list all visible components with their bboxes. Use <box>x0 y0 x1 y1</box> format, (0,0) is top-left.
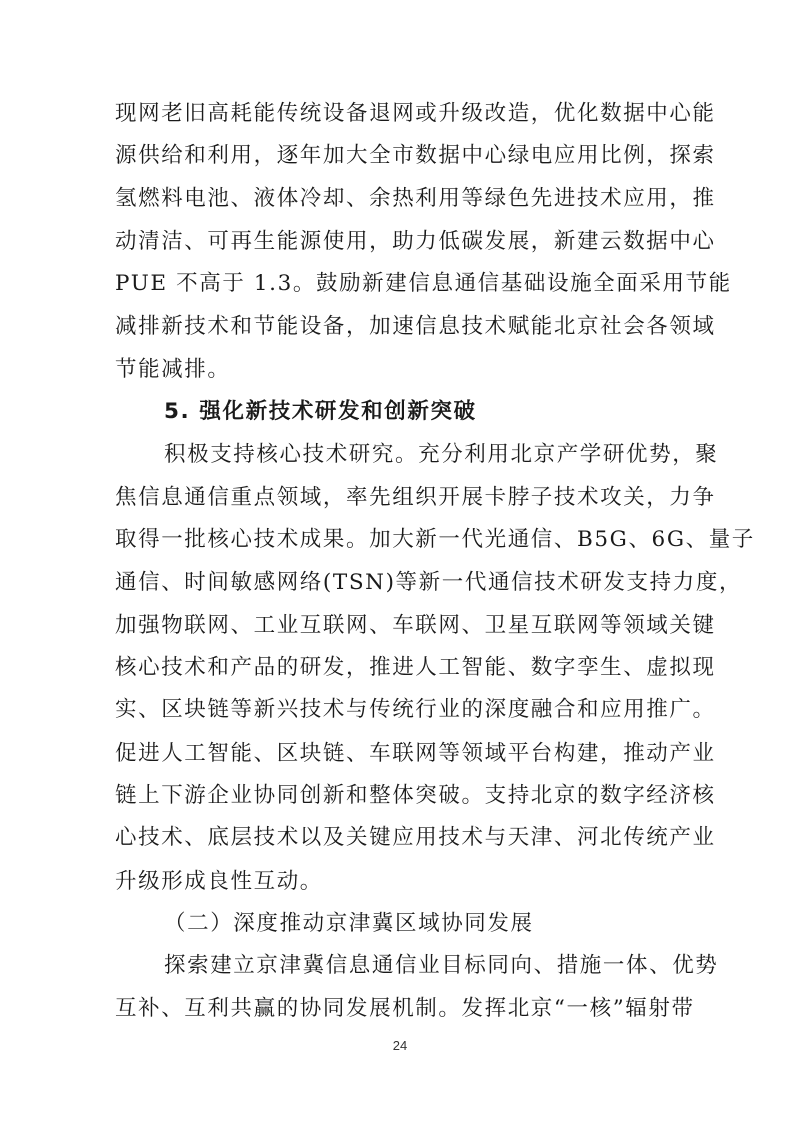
body-text-line: 核心技术和产品的研发，推进人工智能、数字孪生、虚拟现 <box>115 655 716 680</box>
body-text-line: 焦信息通信重点领域，率先组织开展卡脖子技术攻关，力争 <box>115 485 716 510</box>
body-text-line: PUE 不高于 1.3。鼓励新建信息通信基础设施全面采用节能 <box>115 271 732 296</box>
subsection-heading: （二）深度推动京津冀区域协同发展 <box>164 911 534 936</box>
section-heading: 5. 强化新技术研发和创新突破 <box>164 399 477 424</box>
body-text-line: 源供给和利用，逐年加大全市数据中心绿电应用比例，探索 <box>115 143 716 168</box>
body-text-line: 取得一批核心技术成果。加大新一代光通信、B5G、6G、量子 <box>115 527 755 552</box>
body-text-line: 节能减排。 <box>115 357 231 382</box>
body-text-line: 减排新技术和节能设备，加速信息技术赋能北京社会各领域 <box>115 314 716 339</box>
body-text-line: 互补、互利共赢的协同发展机制。发挥北京“一核”辐射带 <box>115 996 695 1021</box>
body-text-line: 通信、时间敏感网络(TSN)等新一代通信技术研发支持力度， <box>115 570 743 595</box>
body-text-line: 心技术、底层技术以及关键应用技术与天津、河北传统产业 <box>115 825 716 850</box>
body-text-line: 氢燃料电池、液体冷却、余热利用等绿色先进技术应用，推 <box>115 186 716 211</box>
page-number: 24 <box>392 1038 408 1053</box>
body-text-line: 链上下游企业协同创新和整体突破。支持北京的数字经济核 <box>115 783 716 808</box>
body-text-line: 实、区块链等新兴技术与传统行业的深度融合和应用推广。 <box>115 697 716 722</box>
paragraph-first-line: 积极支持核心技术研究。充分利用北京产学研优势，聚 <box>164 442 719 467</box>
body-text-line: 现网老旧高耗能传统设备退网或升级改造，优化数据中心能 <box>115 101 716 126</box>
body-text-line: 加强物联网、工业互联网、车联网、卫星互联网等领域关键 <box>115 613 716 638</box>
body-text-line: 动清洁、可再生能源使用，助力低碳发展，新建云数据中心 <box>115 229 716 254</box>
paragraph-first-line: 探索建立京津冀信息通信业目标同向、措施一体、优势 <box>164 953 719 978</box>
body-text-line: 升级形成良性互动。 <box>115 869 323 894</box>
body-text-line: 促进人工智能、区块链、车联网等领域平台构建，推动产业 <box>115 741 716 766</box>
